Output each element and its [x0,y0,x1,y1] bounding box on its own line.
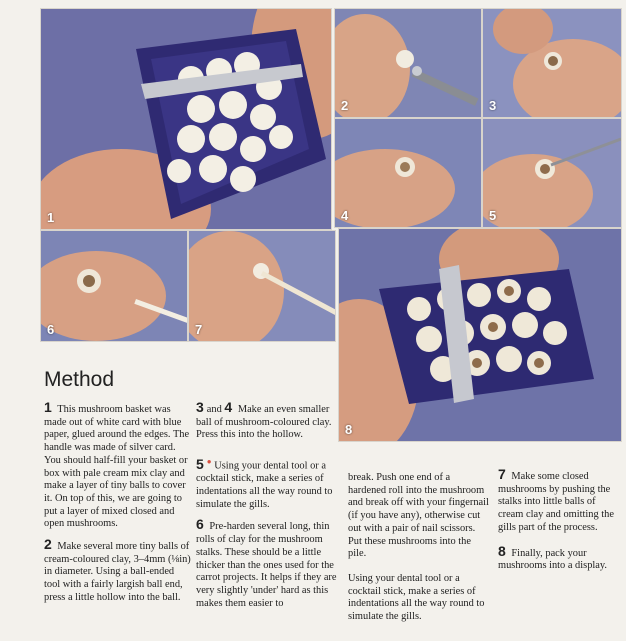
photo-number: 7 [195,322,203,337]
step-text: Make some closed mushrooms by pushing the stalks into little balls of cream clay and omitting the gills part of the process. [498,471,614,533]
method-heading: Method [44,368,115,391]
step-connector: and [206,404,222,415]
step-8 [498,542,620,573]
step-2 [44,538,192,605]
step-1 [44,401,192,531]
step-number: 6 [196,516,204,533]
photo-number: 1 [47,210,55,225]
photo-step-4 [334,118,482,228]
photo-step-6 [40,230,188,342]
photo-step-3 [482,8,622,118]
step-7 [498,468,620,535]
photo-number: 2 [341,98,349,113]
step-number: 7 [498,466,506,482]
bullet-dot-icon: ● [206,457,212,467]
step-text: Make an even smaller ball of mushroom-coloured clay. Press this into the hollow. [196,404,332,441]
photo-number: 3 [489,98,497,113]
photo-step-8 [338,228,622,442]
text-column-3 [348,472,490,631]
text-column-1 [44,401,192,612]
photo-number: 6 [47,322,55,337]
step-text: Pre-harden several long, thin rolls of clay for the mushroom stalks. These should be a little thicker than the ones used for the carrot projects. It helps if they are very slightly 'under' hard as this makes them easier to [196,521,337,609]
step-6 [196,518,340,610]
gills-text: Using your dental tool or a cocktail stick, make a series of indentations all the way round to simulate the gills. [348,572,485,623]
step-text: Make several more tiny balls of cream-coloured clay, 3–4mm (⅛in) in diameter. Using a ball-ended tool with a fairly largish ball end, press a little hollow into the ball. [44,541,191,603]
continued-text: break. Push one end of a hardened roll into the mushroom and break off with your fingernail (if you have any), otherwise cut out with a pair of nail scissors. Put these mushrooms into the pile. [348,472,489,560]
step-number: 3 [196,399,204,415]
photo-step-7 [188,230,336,342]
photo-number: 4 [341,208,349,223]
text-column-2 [196,401,340,617]
photo-step-2 [334,8,482,118]
text-column-4 [498,468,620,580]
step-text: Using your dental tool or a cocktail stick, make a series of indentations all the way round to simulate the gills. [196,460,333,510]
step-number: 5 [196,455,204,472]
step-3-4 [196,401,340,442]
photo-number: 8 [345,422,353,437]
step-number: 2 [44,536,52,553]
step-number: 1 [44,399,52,415]
photo-number: 5 [489,208,497,223]
step-text: Finally, pack your mushrooms into a display. [498,547,607,572]
photo-step-5 [482,118,622,228]
step-text: This mushroom basket was made out of white card with blue paper, glued around the edges. The handle was made of silver card. You should half-fill your basket or box with pale cream mix clay and make a layer of tiny balls to cover it. On top of this, we are going to put a layer of mixed closed and open mushrooms. [44,404,190,530]
step-number: 4 [224,399,233,415]
step-number: 8 [498,542,506,559]
photo-step-1 [40,8,332,230]
step-5 [196,456,340,511]
